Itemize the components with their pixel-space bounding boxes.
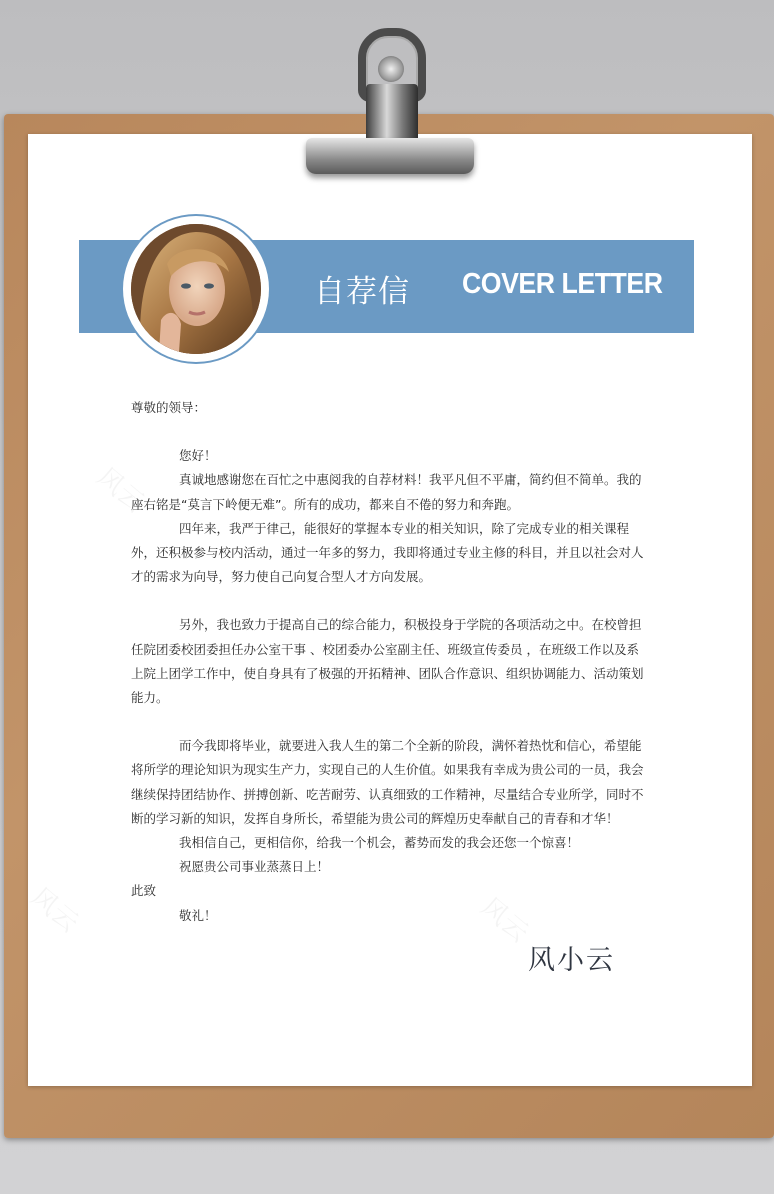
paragraph-3: 另外，我也致力于提高自己的综合能力，积极投身于学院的各项活动之中。在校曾担任院团委校团委担任办公室干事 、校团委办公室副主任、班级宣传委员 ，在班级工作以及系上院上团学工作中，使自身具有了极强的开拓精神、团队合作意识、组织协调能力、活动策划能力。 (131, 617, 644, 706)
title-chinese: 自荐信 (314, 274, 410, 310)
closing-line-1: 此致 (131, 883, 157, 899)
paragraph-4: 而今我即将毕业，就要进入我人生的第二个全新的阶段，满怀着热忱和信心，希望能将所学的理论知识为现实生产力，实现自己的人生价值。如果我有幸成为贵公司的一员，我会继续保持团结协作、拼搏创新、吃苦耐劳、认真细致的工作精神，尽量结合专业所学，同时不断的学习新的知识，发挥自身所长，希望能为贵公司的辉煌历史奉献自己的青春和才华！ (131, 738, 644, 826)
paragraph-6: 祝愿贵公司事业蒸蒸日上！ (179, 859, 330, 875)
binder-clip-rivet (378, 56, 404, 82)
signature: 风小云 (528, 945, 615, 976)
portrait-image (131, 224, 261, 354)
salutation: 尊敬的领导： (131, 400, 207, 415)
paragraph-5: 我相信自己，更相信你，给我一个机会，蓄势而发的我会还您一个惊喜！ (179, 835, 580, 851)
greeting: 您好！ (179, 448, 217, 464)
binder-clip-base (306, 138, 474, 174)
paragraph-1: 真诚地感谢您在百忙之中惠阅我的自荐材料！我平凡但不平庸，简约但不简单。我的座右铭是“莫言下岭便无难”。所有的成功，都来自不倦的努力和奔跑。 (131, 472, 642, 512)
title-english: COVER LETTER (462, 268, 663, 300)
avatar-photo (131, 224, 261, 354)
letter-body (131, 396, 646, 928)
avatar (123, 216, 269, 362)
closing-line-2: 敬礼！ (179, 907, 217, 923)
paragraph-2: 四年来，我严于律己，能很好的掌握本专业的相关知识，除了完成专业的相关课程外，还积极参与校内活动，通过一年多的努力，我即将通过专业主修的科目，并且以社会对人才的需求为向导，努力使自己向复合型人才方向发展。 (131, 520, 644, 585)
